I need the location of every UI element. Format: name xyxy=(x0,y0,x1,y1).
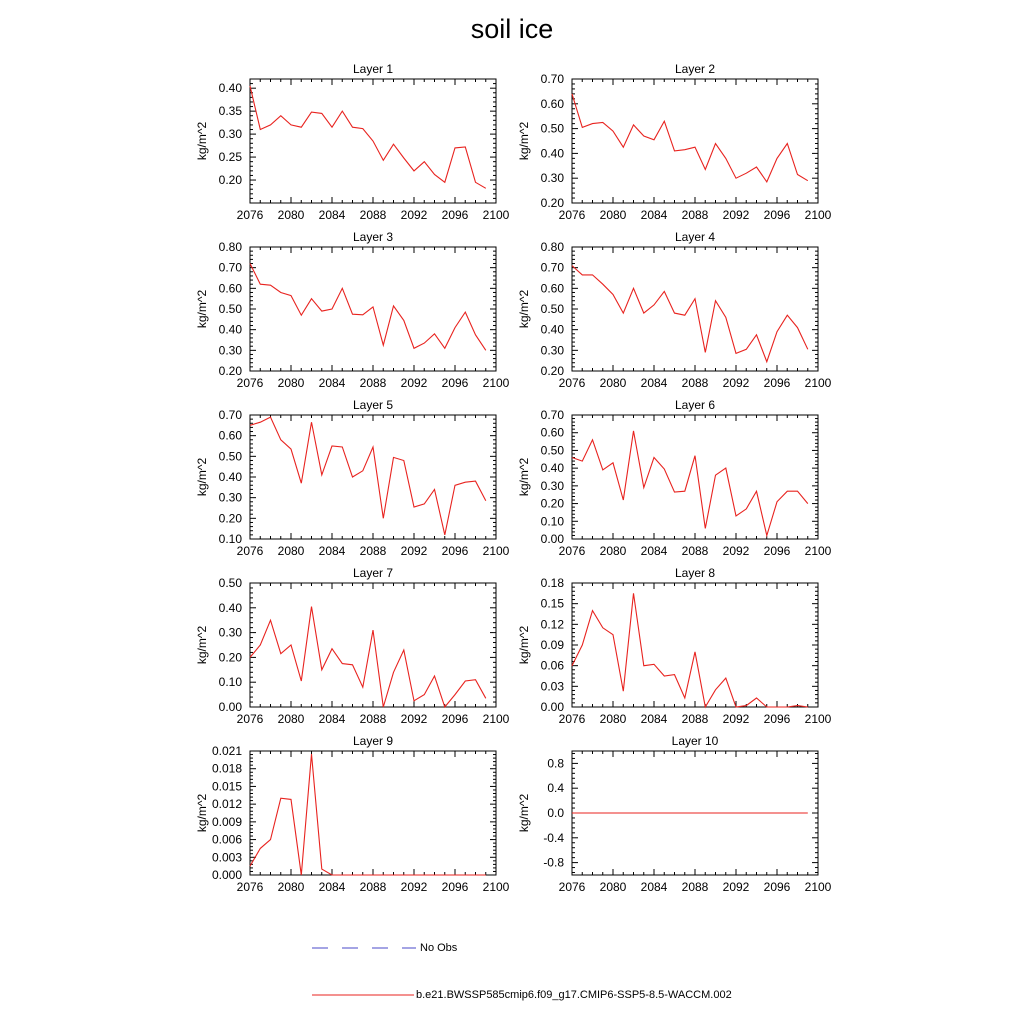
y-tick-label: 0.25 xyxy=(218,150,242,165)
x-tick-label: 2092 xyxy=(400,880,428,894)
series-line-model xyxy=(250,607,486,707)
x-tick-label: 2100 xyxy=(804,376,832,390)
y-tick-label: 0.30 xyxy=(218,127,242,142)
x-tick-label: 2092 xyxy=(400,712,428,726)
plot-frame xyxy=(250,751,496,875)
y-tick-label: 0.00 xyxy=(218,700,242,714)
series-line-model xyxy=(250,264,486,351)
panel-title: Layer 9 xyxy=(352,734,394,748)
y-tick-label: 0.50 xyxy=(540,302,564,316)
x-tick-label: 2092 xyxy=(400,544,428,558)
x-tick-label: 2084 xyxy=(640,880,668,894)
x-tick-label: 2096 xyxy=(441,376,469,390)
series-line-model xyxy=(572,593,808,707)
y-tick-label: 0.60 xyxy=(218,428,242,443)
x-tick-label: 2096 xyxy=(763,880,791,894)
panel-layer-4 xyxy=(517,230,832,390)
x-tick-label: 2100 xyxy=(482,208,510,222)
panel-layer-8 xyxy=(517,566,832,726)
x-tick-label: 2088 xyxy=(359,208,387,222)
legend-model xyxy=(312,988,732,1002)
panel-layer-2 xyxy=(517,62,832,222)
y-tick-label: 0.40 xyxy=(218,600,242,615)
x-tick-label: 2076 xyxy=(558,208,586,222)
panel-title: Layer 10 xyxy=(671,734,719,748)
x-tick-label: 2092 xyxy=(722,880,750,894)
y-tick-label: 0.70 xyxy=(540,72,564,86)
x-tick-label: 2084 xyxy=(318,544,346,558)
x-tick-label: 2076 xyxy=(558,880,586,894)
x-tick-label: 2080 xyxy=(277,544,305,558)
y-tick-label: 0.50 xyxy=(218,302,242,316)
y-tick-label: 0.30 xyxy=(218,490,242,505)
y-tick-label: 0.00 xyxy=(540,532,564,546)
panel-title: Layer 3 xyxy=(352,230,394,244)
y-tick-label: 0.30 xyxy=(540,343,564,358)
x-tick-label: 2084 xyxy=(318,880,346,894)
x-tick-label: 2100 xyxy=(804,712,832,726)
legend-obs-swatch xyxy=(312,941,420,955)
series-line-model xyxy=(250,86,486,188)
x-tick-label: 2080 xyxy=(277,208,305,222)
x-tick-label: 2076 xyxy=(236,712,264,726)
y-tick-label: 0.018 xyxy=(211,761,242,776)
x-tick-label: 2100 xyxy=(482,544,510,558)
panel-title: Layer 2 xyxy=(674,62,716,76)
panel-title: Layer 1 xyxy=(352,62,394,76)
y-tick-label: 0.10 xyxy=(218,532,242,546)
x-tick-label: 2088 xyxy=(681,880,709,894)
x-tick-label: 2080 xyxy=(599,544,627,558)
y-tick-label: -0.4 xyxy=(543,830,564,845)
x-tick-label: 2088 xyxy=(359,544,387,558)
x-tick-label: 2092 xyxy=(722,376,750,390)
y-tick-label: 0.40 xyxy=(540,322,564,337)
x-tick-label: 2088 xyxy=(681,712,709,726)
x-tick-label: 2100 xyxy=(804,544,832,558)
y-tick-label: 0.30 xyxy=(540,171,564,186)
x-tick-label: 2100 xyxy=(804,208,832,222)
x-tick-label: 2092 xyxy=(722,544,750,558)
plot-frame xyxy=(572,247,818,371)
x-tick-label: 2084 xyxy=(640,712,668,726)
y-tick-label: 0.012 xyxy=(211,797,242,812)
y-tick-label: 0.009 xyxy=(211,814,242,829)
y-tick-label: 0.015 xyxy=(211,779,242,794)
x-tick-label: 2084 xyxy=(318,208,346,222)
panel-title: Layer 7 xyxy=(352,566,394,580)
panel-layer-6 xyxy=(517,398,832,558)
x-tick-label: 2076 xyxy=(558,544,586,558)
series-line-model xyxy=(250,754,486,875)
plot-frame xyxy=(572,583,818,707)
y-axis-label: kg/m^2 xyxy=(517,457,531,497)
x-tick-label: 2076 xyxy=(236,376,264,390)
plot-frame xyxy=(572,79,818,203)
x-tick-label: 2080 xyxy=(599,712,627,726)
y-tick-label: 0.09 xyxy=(540,638,564,652)
y-tick-label: 0.30 xyxy=(540,478,564,493)
x-tick-label: 2080 xyxy=(599,208,627,222)
y-tick-label: 0.50 xyxy=(218,449,242,464)
y-tick-label: 0.0 xyxy=(547,806,564,820)
panel-title: Layer 6 xyxy=(674,398,716,412)
y-tick-label: 0.8 xyxy=(547,756,564,771)
y-tick-label: 0.40 xyxy=(218,470,242,484)
y-tick-label: 0.60 xyxy=(540,96,564,111)
x-tick-label: 2096 xyxy=(763,208,791,222)
y-tick-label: 0.60 xyxy=(540,281,564,296)
x-tick-label: 2096 xyxy=(441,208,469,222)
y-axis-label: kg/m^2 xyxy=(517,289,531,329)
y-tick-label: 0.50 xyxy=(540,121,564,136)
y-axis-label: kg/m^2 xyxy=(195,289,209,329)
x-tick-label: 2088 xyxy=(359,376,387,390)
y-tick-label: 0.60 xyxy=(540,425,564,440)
y-tick-label: 0.40 xyxy=(540,461,564,476)
x-tick-label: 2092 xyxy=(722,208,750,222)
x-tick-label: 2084 xyxy=(318,712,346,726)
x-tick-label: 2096 xyxy=(441,712,469,726)
panel-title: Layer 5 xyxy=(352,398,394,412)
panel-layer-10 xyxy=(517,734,832,894)
y-tick-label: 0.80 xyxy=(218,240,242,254)
x-tick-label: 2084 xyxy=(318,376,346,390)
panel-layer-7 xyxy=(195,566,510,726)
x-tick-label: 2100 xyxy=(482,880,510,894)
x-tick-label: 2088 xyxy=(681,208,709,222)
y-tick-label: 0.06 xyxy=(540,658,564,673)
y-tick-label: 0.60 xyxy=(218,281,242,296)
y-tick-label: 0.003 xyxy=(211,850,242,865)
y-tick-label: 0.03 xyxy=(540,679,564,694)
y-axis-label: kg/m^2 xyxy=(517,625,531,665)
y-tick-label: 0.18 xyxy=(540,576,564,590)
series-line-model xyxy=(572,266,808,362)
x-tick-label: 2092 xyxy=(400,208,428,222)
plot-frame xyxy=(250,415,496,539)
y-tick-label: 0.50 xyxy=(540,443,564,458)
x-tick-label: 2080 xyxy=(599,880,627,894)
x-tick-label: 2088 xyxy=(681,544,709,558)
y-tick-label: 0.006 xyxy=(211,832,242,847)
y-tick-label: 0.30 xyxy=(218,625,242,640)
legend-model-swatch xyxy=(312,988,416,1002)
y-tick-label: 0.70 xyxy=(218,408,242,422)
x-tick-label: 2088 xyxy=(681,376,709,390)
y-tick-label: 0.30 xyxy=(218,343,242,358)
y-tick-label: 0.70 xyxy=(540,260,564,275)
y-tick-label: 0.35 xyxy=(218,104,242,119)
y-tick-label: 0.00 xyxy=(540,700,564,714)
legend-model-label: b.e21.BWSSP585cmip6.f09_g17.CMIP6-SSP5-8.5-WACCM.002 xyxy=(416,988,732,1001)
panel-layer-5 xyxy=(195,398,510,558)
panel-title: Layer 8 xyxy=(674,566,716,580)
y-tick-label: 0.20 xyxy=(218,511,242,526)
panel-layer-9 xyxy=(195,734,510,894)
y-axis-label: kg/m^2 xyxy=(195,457,209,497)
y-tick-label: 0.20 xyxy=(540,496,564,511)
y-tick-label: 0.40 xyxy=(218,81,242,96)
x-tick-label: 2092 xyxy=(722,712,750,726)
series-line-model xyxy=(572,94,808,182)
y-tick-label: 0.20 xyxy=(218,650,242,665)
x-tick-label: 2096 xyxy=(763,712,791,726)
y-tick-label: 0.70 xyxy=(218,260,242,275)
y-tick-label: 0.12 xyxy=(540,617,564,632)
legend-obs-label: No Obs xyxy=(420,941,458,954)
y-tick-label: 0.70 xyxy=(540,408,564,422)
y-tick-label: 0.20 xyxy=(540,196,564,210)
x-tick-label: 2088 xyxy=(359,712,387,726)
x-tick-label: 2092 xyxy=(400,376,428,390)
series-line-model xyxy=(250,417,486,535)
y-tick-label: 0.000 xyxy=(211,868,242,882)
x-tick-label: 2080 xyxy=(277,880,305,894)
y-axis-label: kg/m^2 xyxy=(195,793,209,833)
x-tick-label: 2096 xyxy=(441,544,469,558)
x-tick-label: 2096 xyxy=(763,376,791,390)
panel-layer-1 xyxy=(195,62,510,222)
y-tick-label: -0.8 xyxy=(543,855,564,870)
chart-main-title: soil ice xyxy=(470,14,554,44)
x-tick-label: 2096 xyxy=(441,880,469,894)
y-tick-label: 0.20 xyxy=(218,364,242,378)
x-tick-label: 2084 xyxy=(640,208,668,222)
x-tick-label: 2084 xyxy=(640,544,668,558)
y-tick-label: 0.021 xyxy=(211,744,242,758)
x-tick-label: 2100 xyxy=(482,712,510,726)
y-axis-label: kg/m^2 xyxy=(195,625,209,665)
y-tick-label: 0.40 xyxy=(540,146,564,161)
x-tick-label: 2076 xyxy=(558,712,586,726)
x-tick-label: 2100 xyxy=(804,880,832,894)
y-tick-label: 0.50 xyxy=(218,576,242,590)
y-tick-label: 0.80 xyxy=(540,240,564,254)
x-tick-label: 2080 xyxy=(599,376,627,390)
x-tick-label: 2080 xyxy=(277,712,305,726)
x-tick-label: 2100 xyxy=(482,376,510,390)
x-tick-label: 2080 xyxy=(277,376,305,390)
y-axis-label: kg/m^2 xyxy=(517,793,531,833)
y-tick-label: 0.10 xyxy=(540,514,564,529)
x-tick-label: 2076 xyxy=(558,376,586,390)
y-axis-label: kg/m^2 xyxy=(517,121,531,161)
panel-title: Layer 4 xyxy=(674,230,716,244)
y-tick-label: 0.15 xyxy=(540,596,564,611)
x-tick-label: 2076 xyxy=(236,880,264,894)
y-tick-label: 0.40 xyxy=(218,322,242,337)
x-tick-label: 2076 xyxy=(236,208,264,222)
x-tick-label: 2088 xyxy=(359,880,387,894)
y-tick-label: 0.20 xyxy=(540,364,564,378)
y-axis-label: kg/m^2 xyxy=(195,121,209,161)
y-tick-label: 0.20 xyxy=(218,173,242,188)
x-tick-label: 2076 xyxy=(236,544,264,558)
panel-layer-3 xyxy=(195,230,510,390)
y-tick-label: 0.4 xyxy=(547,781,564,796)
y-tick-label: 0.10 xyxy=(218,675,242,690)
plot-frame xyxy=(572,415,818,539)
series-line-model xyxy=(572,431,808,536)
x-tick-label: 2084 xyxy=(640,376,668,390)
legend-obs xyxy=(312,941,457,955)
x-tick-label: 2096 xyxy=(763,544,791,558)
